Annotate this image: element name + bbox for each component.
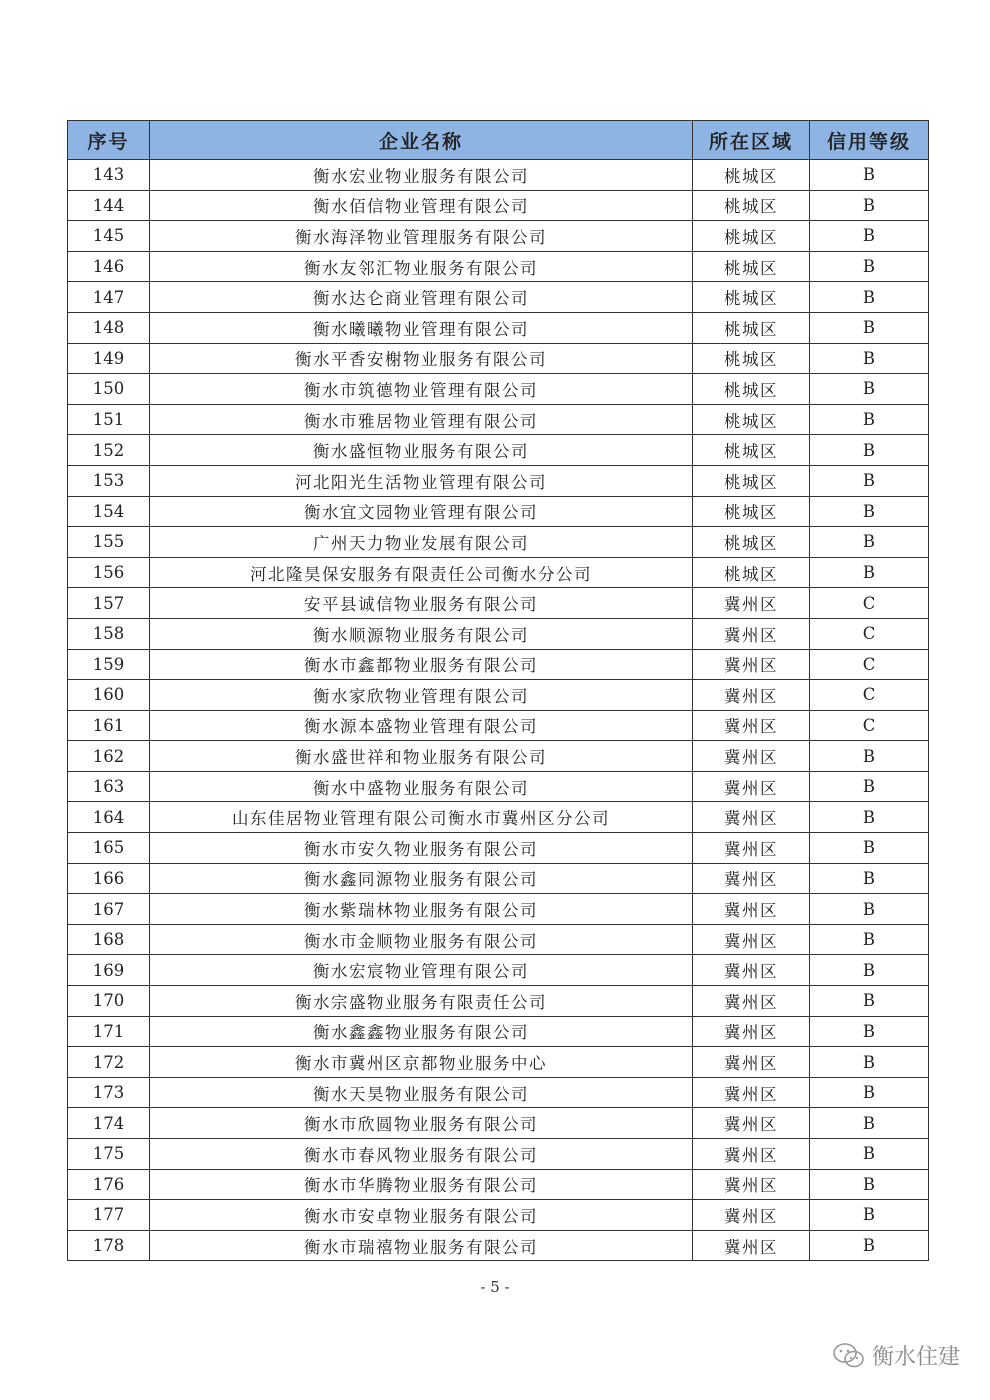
row-seq: 148 (68, 312, 150, 343)
row-credit-grade: B (810, 771, 929, 802)
table-row (68, 924, 929, 955)
row-seq: 171 (68, 1016, 150, 1047)
table-row (68, 496, 929, 527)
row-company-name: 安平县诚信物业服务有限公司 (150, 588, 693, 619)
row-credit-grade: B (810, 465, 929, 496)
row-company-name: 衡水宜文园物业管理有限公司 (150, 496, 693, 527)
row-credit-grade: B (810, 1169, 929, 1200)
row-credit-grade: C (810, 618, 929, 649)
table-row (68, 1200, 929, 1231)
row-region: 冀州区 (693, 649, 810, 680)
table-row (68, 435, 929, 466)
table-row (68, 710, 929, 741)
row-seq: 154 (68, 496, 150, 527)
row-company-name: 衡水源本盛物业管理有限公司 (150, 710, 693, 741)
row-company-name: 衡水宗盛物业服务有限责任公司 (150, 986, 693, 1017)
row-seq: 145 (68, 221, 150, 252)
row-seq: 164 (68, 802, 150, 833)
row-region: 桃城区 (693, 435, 810, 466)
row-seq: 175 (68, 1139, 150, 1170)
table-row (68, 680, 929, 711)
row-region: 冀州区 (693, 863, 810, 894)
table-row (68, 1139, 929, 1170)
header-company-name: 企业名称 (150, 121, 693, 160)
row-company-name: 衡水平香安榭物业服务有限公司 (150, 343, 693, 374)
row-credit-grade: B (810, 160, 929, 191)
row-region: 冀州区 (693, 955, 810, 986)
row-seq: 157 (68, 588, 150, 619)
row-region: 冀州区 (693, 771, 810, 802)
row-credit-grade: B (810, 1139, 929, 1170)
row-seq: 178 (68, 1230, 150, 1261)
row-seq: 165 (68, 833, 150, 864)
row-seq: 159 (68, 649, 150, 680)
row-company-name: 河北阳光生活物业管理有限公司 (150, 465, 693, 496)
row-credit-grade: B (810, 343, 929, 374)
row-region: 冀州区 (693, 1169, 810, 1200)
row-seq: 144 (68, 190, 150, 221)
row-company-name: 衡水家欣物业管理有限公司 (150, 680, 693, 711)
row-credit-grade: B (810, 190, 929, 221)
table-row (68, 251, 929, 282)
row-company-name: 衡水市瑞禧物业服务有限公司 (150, 1230, 693, 1261)
row-credit-grade: C (810, 588, 929, 619)
row-company-name: 衡水鑫同源物业服务有限公司 (150, 863, 693, 894)
row-seq: 162 (68, 741, 150, 772)
table-row (68, 1016, 929, 1047)
table-row (68, 343, 929, 374)
row-company-name: 衡水市筑德物业管理有限公司 (150, 374, 693, 405)
row-company-name: 衡水佰信物业管理有限公司 (150, 190, 693, 221)
table-row (68, 1169, 929, 1200)
row-region: 桃城区 (693, 527, 810, 558)
table-row (68, 557, 929, 588)
row-region: 冀州区 (693, 1016, 810, 1047)
row-company-name: 衡水中盛物业服务有限公司 (150, 771, 693, 802)
row-region: 桃城区 (693, 343, 810, 374)
row-company-name: 河北隆昊保安服务有限责任公司衡水分公司 (150, 557, 693, 588)
row-company-name: 衡水盛恒物业服务有限公司 (150, 435, 693, 466)
row-company-name: 衡水盛世祥和物业服务有限公司 (150, 741, 693, 772)
row-seq: 177 (68, 1200, 150, 1231)
row-company-name: 衡水宏业物业服务有限公司 (150, 160, 693, 191)
row-region: 冀州区 (693, 833, 810, 864)
row-seq: 149 (68, 343, 150, 374)
row-region: 冀州区 (693, 1108, 810, 1139)
row-credit-grade: B (810, 986, 929, 1017)
row-credit-grade: B (810, 557, 929, 588)
table-row (68, 741, 929, 772)
row-credit-grade: B (810, 435, 929, 466)
row-seq: 168 (68, 924, 150, 955)
table-row (68, 221, 929, 252)
row-company-name: 衡水宏宸物业管理有限公司 (150, 955, 693, 986)
row-region: 桃城区 (693, 251, 810, 282)
row-company-name: 衡水市春风物业服务有限公司 (150, 1139, 693, 1170)
row-company-name: 衡水市金顺物业服务有限公司 (150, 924, 693, 955)
row-credit-grade: B (810, 282, 929, 313)
row-credit-grade: C (810, 710, 929, 741)
table-row (68, 986, 929, 1017)
row-company-name: 衡水曦曦物业管理有限公司 (150, 312, 693, 343)
row-seq: 163 (68, 771, 150, 802)
table-row (68, 1047, 929, 1078)
row-region: 冀州区 (693, 986, 810, 1017)
row-region: 桃城区 (693, 557, 810, 588)
table-row (68, 771, 929, 802)
table-row (68, 160, 929, 191)
watermark (832, 1340, 960, 1371)
row-region: 桃城区 (693, 190, 810, 221)
row-credit-grade: B (810, 1200, 929, 1231)
row-seq: 173 (68, 1077, 150, 1108)
row-region: 冀州区 (693, 1139, 810, 1170)
row-seq: 147 (68, 282, 150, 313)
row-region: 桃城区 (693, 160, 810, 191)
row-region: 冀州区 (693, 680, 810, 711)
row-company-name: 衡水天昊物业服务有限公司 (150, 1077, 693, 1108)
table-row (68, 1077, 929, 1108)
row-seq: 156 (68, 557, 150, 588)
row-credit-grade: B (810, 404, 929, 435)
row-seq: 161 (68, 710, 150, 741)
row-seq: 150 (68, 374, 150, 405)
table-row (68, 465, 929, 496)
table-row (68, 863, 929, 894)
row-seq: 160 (68, 680, 150, 711)
row-credit-grade: B (810, 374, 929, 405)
row-credit-grade: B (810, 1047, 929, 1078)
row-credit-grade: B (810, 833, 929, 864)
row-company-name: 衡水友邻汇物业服务有限公司 (150, 251, 693, 282)
table-row (68, 618, 929, 649)
row-company-name: 衡水市雅居物业管理有限公司 (150, 404, 693, 435)
table-row (68, 833, 929, 864)
row-credit-grade: B (810, 894, 929, 925)
row-region: 冀州区 (693, 1200, 810, 1231)
row-credit-grade: B (810, 1108, 929, 1139)
row-region: 桃城区 (693, 282, 810, 313)
table-row (68, 282, 929, 313)
page-number: - 5 - (480, 1278, 510, 1296)
row-credit-grade: B (810, 924, 929, 955)
row-region: 冀州区 (693, 588, 810, 619)
row-company-name: 衡水市鑫都物业服务有限公司 (150, 649, 693, 680)
wechat-icon (832, 1342, 866, 1370)
row-credit-grade: B (810, 955, 929, 986)
row-seq: 151 (68, 404, 150, 435)
row-seq: 143 (68, 160, 150, 191)
row-company-name: 衡水鑫鑫物业服务有限公司 (150, 1016, 693, 1047)
row-seq: 166 (68, 863, 150, 894)
row-region: 冀州区 (693, 741, 810, 772)
row-region: 桃城区 (693, 374, 810, 405)
table-row (68, 404, 929, 435)
row-credit-grade: B (810, 251, 929, 282)
row-credit-grade: B (810, 221, 929, 252)
row-company-name: 衡水紫瑞林物业服务有限公司 (150, 894, 693, 925)
row-company-name: 衡水市欣圆物业服务有限公司 (150, 1108, 693, 1139)
row-company-name: 衡水市安卓物业服务有限公司 (150, 1200, 693, 1231)
table-row (68, 190, 929, 221)
row-credit-grade: B (810, 1016, 929, 1047)
table-row (68, 1230, 929, 1261)
row-region: 桃城区 (693, 465, 810, 496)
row-region: 冀州区 (693, 924, 810, 955)
header-seq: 序号 (68, 121, 150, 160)
row-credit-grade: B (810, 312, 929, 343)
row-credit-grade: C (810, 649, 929, 680)
row-seq: 169 (68, 955, 150, 986)
row-company-name: 广州天力物业发展有限公司 (150, 527, 693, 558)
table-row (68, 374, 929, 405)
row-region: 冀州区 (693, 802, 810, 833)
row-region: 桃城区 (693, 312, 810, 343)
table-body (68, 160, 929, 1261)
row-company-name: 衡水顺源物业服务有限公司 (150, 618, 693, 649)
row-region: 冀州区 (693, 710, 810, 741)
row-seq: 172 (68, 1047, 150, 1078)
row-seq: 158 (68, 618, 150, 649)
row-seq: 146 (68, 251, 150, 282)
row-credit-grade: B (810, 1077, 929, 1108)
watermark-text: 衡水住建 (871, 1345, 960, 1370)
row-credit-grade: B (810, 1230, 929, 1261)
row-seq: 152 (68, 435, 150, 466)
table-row (68, 588, 929, 619)
row-company-name: 衡水市华腾物业服务有限公司 (150, 1169, 693, 1200)
row-company-name: 衡水市安久物业服务有限公司 (150, 833, 693, 864)
table-row (68, 955, 929, 986)
row-credit-grade: C (810, 680, 929, 711)
row-credit-grade: B (810, 863, 929, 894)
table-header-row (68, 121, 929, 160)
row-region: 冀州区 (693, 618, 810, 649)
row-region: 桃城区 (693, 221, 810, 252)
row-credit-grade: B (810, 802, 929, 833)
header-credit-grade: 信用等级 (810, 121, 929, 160)
row-seq: 176 (68, 1169, 150, 1200)
row-credit-grade: B (810, 527, 929, 558)
row-region: 冀州区 (693, 1047, 810, 1078)
credit-rating-table (67, 120, 929, 1261)
header-region: 所在区域 (693, 121, 810, 160)
table-row (68, 527, 929, 558)
row-company-name: 衡水达仑商业管理有限公司 (150, 282, 693, 313)
row-region: 桃城区 (693, 404, 810, 435)
row-seq: 153 (68, 465, 150, 496)
table-row (68, 312, 929, 343)
row-region: 冀州区 (693, 1077, 810, 1108)
row-company-name: 衡水市冀州区京都物业服务中心 (150, 1047, 693, 1078)
row-seq: 174 (68, 1108, 150, 1139)
row-seq: 167 (68, 894, 150, 925)
table-row (68, 894, 929, 925)
row-region: 冀州区 (693, 1230, 810, 1261)
row-company-name: 衡水海泽物业管理服务有限公司 (150, 221, 693, 252)
row-credit-grade: B (810, 741, 929, 772)
row-credit-grade: B (810, 496, 929, 527)
row-region: 冀州区 (693, 894, 810, 925)
table-row (68, 1108, 929, 1139)
table-row (68, 649, 929, 680)
row-region: 桃城区 (693, 496, 810, 527)
table-row (68, 802, 929, 833)
row-company-name: 山东佳居物业管理有限公司衡水市冀州区分公司 (150, 802, 693, 833)
row-seq: 155 (68, 527, 150, 558)
row-seq: 170 (68, 986, 150, 1017)
